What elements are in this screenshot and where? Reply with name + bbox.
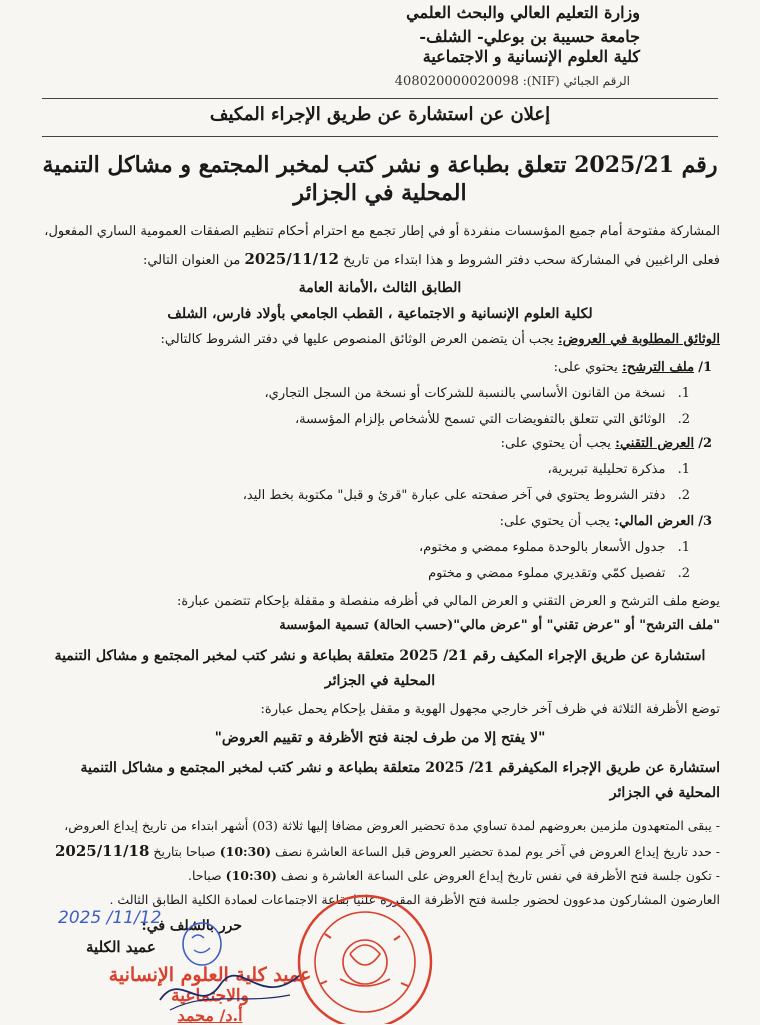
- official-round-seal-icon: [280, 884, 450, 1024]
- dean-stamp-line-3: أ.د/ محمد: [177, 1006, 243, 1025]
- withdraw-date: 2025/11/12: [244, 250, 339, 268]
- section-1-number: 1/: [698, 360, 712, 375]
- intro-line-2-a: فعلى الراغبين في المشاركة سحب دفتر الشروط و هذا ابتداء من تاريخ: [343, 253, 720, 268]
- section-1-rest: يحتوي على:: [553, 360, 618, 375]
- intro-line-1: المشاركة مفتوحة أمام جميع المؤسسات منفردة أو في إطار تجمع مع احترام أحكام تنظيم الصفقات العمومية الساري المفعول،: [44, 224, 720, 239]
- nif-value: 408020000020098: [394, 74, 519, 89]
- section-2-item-1: [547, 462, 690, 477]
- item-text: جدول الأسعار بالوحدة مملوء ممضي و مختوم،: [418, 540, 666, 555]
- section-2-heading: [501, 436, 712, 451]
- term-2: [55, 842, 720, 860]
- main-title: رقم 2025/21 تتعلق بطباعة و نشر كتب لمخبر المجتمع و مشاكل التنمية المحلية في الجزائر: [42, 152, 718, 206]
- top-rule: [42, 98, 718, 99]
- deposit-time: (10:30): [219, 844, 271, 859]
- item-number: 1.: [677, 462, 690, 477]
- signature-place: حرر بالشلف في:: [141, 918, 242, 934]
- section-1-title: ملف الترشح:: [622, 360, 695, 375]
- term-1: - يبقى المتعهدون ملزمين بعروضهم لمدة تساوي مدة تحضير العروض مضافا إليها ثلاثة (03) أشهر ابتداء من تاريخ إيداع العروض،: [64, 818, 720, 833]
- dean-stamp-line-1: عميد كلية العلوم الإنسانية: [108, 964, 312, 986]
- outer-envelope-quote: "لا يفتح إلا من طرف لجنة فتح الأظرفة و تقييم العروض": [214, 730, 546, 746]
- section-1-item-1: [264, 386, 690, 401]
- section-2-number: 2/: [698, 436, 712, 451]
- item-text: نسخة من القانون الأساسي بالنسبة للشركات أو نسخة من السجل التجاري،: [264, 386, 666, 401]
- consultation-label-2: استشارة عن طريق الإجراء المكيفرقم 21/ 2025 متعلقة بطباعة و نشر كتب لمخبر المجتمع و مشاكل التنمية المحلية في الجزائر: [80, 760, 720, 802]
- nif-label: الرقم الجبائي (NIF):: [522, 74, 630, 88]
- deposit-date: 2025/11/18: [54, 842, 150, 860]
- address-line-2: لكلية العلوم الإنسانية و الاجتماعية ، القطب الجامعي بأولاد فارس، الشلف: [167, 306, 593, 322]
- item-text: تفصيل كمّي وتقديري مملوء ممضي و مختوم: [428, 566, 666, 581]
- notice-title: إعلان عن استشارة عن طريق الإجراء المكيف: [209, 104, 551, 125]
- dean-title: عميد الكلية: [86, 938, 156, 956]
- intro-line-2: [143, 250, 720, 268]
- university-name: جامعة حسيبة بن بوعلي- الشلف-: [419, 27, 640, 46]
- term-3: [188, 868, 720, 883]
- ministry-name: وزارة التعليم العالي والبحث العلمي: [406, 3, 640, 22]
- section-1-heading: [554, 360, 712, 375]
- envelopes-line-1: يوضع ملف الترشح و العرض التقني و العرض المالي في أظرفه منفصلة و مقفلة بإحكام تتضمن عبارة:: [177, 594, 720, 609]
- handwritten-date: 2025 /11/12: [58, 908, 162, 928]
- section-3-rest: يجب أن يحتوي على:: [499, 514, 611, 529]
- nif-line: [395, 74, 630, 89]
- item-number: 2.: [677, 488, 690, 503]
- section-3-item-2: [428, 566, 690, 581]
- item-number: 1.: [677, 540, 690, 555]
- section-3-title: العرض المالي:: [614, 514, 695, 529]
- item-text: الوثائق التي تتعلق بالتفويضات التي تسمح للأشخاص بإلزام المؤسسة،: [294, 412, 666, 427]
- section-3-number: 3/: [698, 514, 712, 529]
- term-2-a: - حدد تاريخ إيداع العروض في آخر يوم لمدة تحضير العروض قبل الساعة العاشرة نصف: [274, 844, 720, 859]
- dean-stamp-line-2: والاجتماعية: [171, 986, 249, 1006]
- term-3-b: صباحا.: [187, 868, 222, 883]
- outer-envelope-line: توضع الأظرفة الثلاثة في ظرف آخر خارجي مجهول الهوية و مقفل بإحكام يحمل عبارة:: [260, 702, 720, 717]
- item-number: 1.: [677, 386, 690, 401]
- section-1-item-2: [295, 412, 690, 427]
- term-3-a: - تكون جلسة فتح الأظرفة في نفس تاريخ إيداع العروض على الساعة العاشرة و نصف: [280, 868, 720, 883]
- docs-heading: [161, 332, 720, 347]
- item-number: 2.: [677, 566, 690, 581]
- intro-line-2-b: من العنوان التالي:: [142, 253, 241, 268]
- section-3-item-1: [419, 540, 690, 555]
- term-2-b: صباحا بتاريخ: [153, 844, 216, 859]
- item-text: دفتر الشروط يحتوي في آخر صفحته على عبارة "قرئ و قبل" مكتوبة بخط اليد،: [242, 488, 666, 503]
- item-text: مذكرة تحليلية تبريرية،: [547, 462, 666, 477]
- title-rule: [42, 136, 718, 137]
- section-2-rest: يجب أن يحتوي على:: [500, 436, 612, 451]
- section-2-item-2: [243, 488, 690, 503]
- item-number: 2.: [677, 412, 690, 427]
- docs-heading-rest: يجب أن يتضمن العرض الوثائق المنصوص عليها في دفتر الشروط كالتالي:: [160, 332, 554, 347]
- consultation-label-1: استشارة عن طريق الإجراء المكيف رقم 21/ 2025 متعلقة بطباعة و نشر كتب لمخبر المجتمع و مشاكل التنمية المحلية في الجزائر: [54, 648, 706, 690]
- address-line-1: الطابق الثالث ،الأمانة العامة: [298, 280, 462, 296]
- opening-time: (10:30): [225, 868, 277, 883]
- faculty-name: كلية العلوم الإنسانية و الاجتماعية: [422, 47, 640, 66]
- section-3-heading: [500, 514, 712, 529]
- section-2-title: العرض التقني:: [615, 436, 695, 451]
- docs-heading-label: الوثائق المطلوبة في العروض:: [557, 332, 720, 347]
- envelopes-line-2: "ملف الترشح" أو "عرض تقني" أو "عرض مالي"(حسب الحالة) تسمية المؤسسة: [279, 618, 720, 633]
- term-4: العارضون المشاركون مدعوون لحضور جلسة فتح الأظرفة المقررة علنيا بقاعة الاجتماعات لعمادة الكلية الطابق الثالث .: [109, 892, 720, 907]
